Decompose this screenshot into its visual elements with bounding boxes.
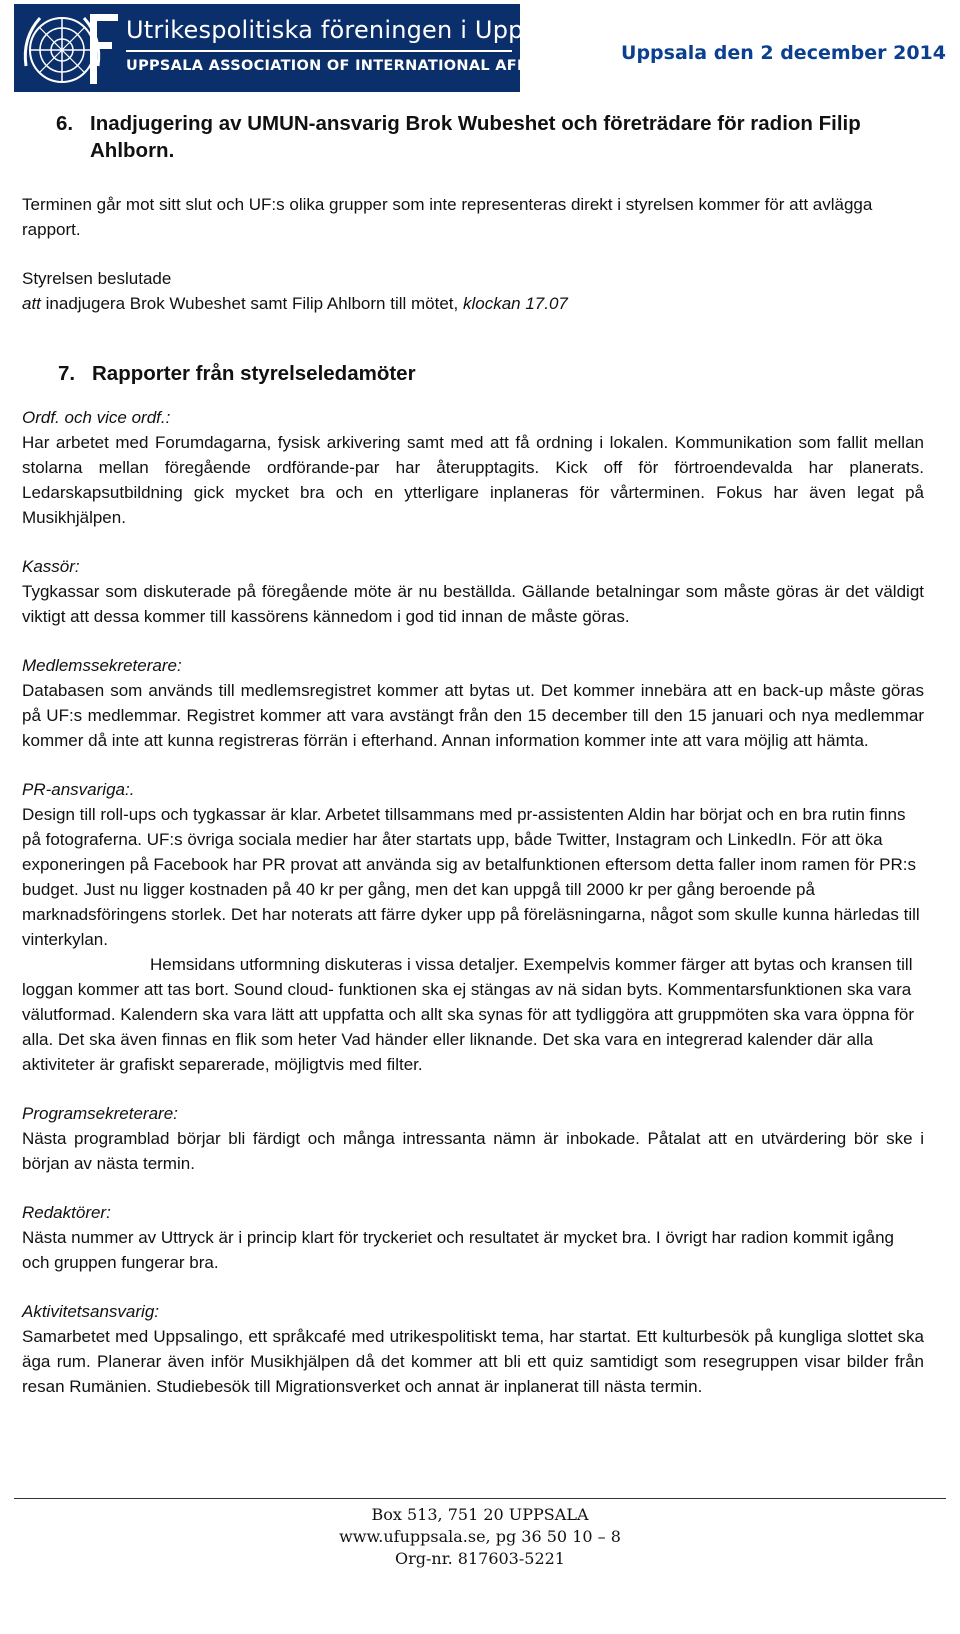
section-number: 7. — [58, 362, 76, 385]
section-title: Inadjugering av UMUN-ansvarig Brok Wubeshet och företrädare för radion Filip Ahlborn. — [90, 112, 861, 162]
section-title: Rapporter från styrelseledamöter — [92, 362, 416, 385]
decision-body: inadjugera Brok Wubeshet samt Filip Ahlborn till mötet, — [40, 294, 463, 313]
report-text-medlemssekreterare: Databasen som används till medlemsregistret kommer att bytas ut. Det kommer innebära att en back-up måste göras på UF:s medlemmar. Registret kommer att vara avstängt från den 15 december till den 15 januari och nya medlemmar kommer då inte att kunna registreras förrän i efterhand. Annan information kommer inte att vara möjlig att hämta. — [22, 681, 924, 750]
att-keyword: att — [22, 294, 41, 313]
report-label-aktivitetsansvarig: Aktivitetsansvarig: — [22, 1302, 159, 1321]
section-6-intro: Terminen går mot sitt slut och UF:s olika grupper som inte representeras direkt i styrelsen kommer för att avlägga rapport. — [22, 195, 873, 239]
section-6-heading — [56, 110, 924, 164]
decision-label: Styrelsen beslutade — [22, 269, 172, 288]
report-label-ordf: Ordf. och vice ordf.: — [22, 408, 171, 427]
section-number: 6. — [56, 112, 74, 135]
section-7-heading — [58, 360, 924, 387]
report-text-pr: Design till roll-ups och tygkassar är klar. Arbetet tillsammans med pr-assistenten Aldin har börjat och en bra rutin finns på fotograferna. UF:s övriga sociala medier har åter startats upp, både Twitter, Instagram och LinkedIn. För att öka exponeringen på Facebook har PR provat att använda sig av betalfunktionen eftersom detta faller inom ramen för PR:s budget. Just nu ligger kostnaden på 40 kr per gång, men det kan uppgå till 2000 kr per gång beroende på marknadsföringens storlek. Det har noterats att färre dyker upp på föreläsningarna, något som skulle kunna härledas till vinterkylan. — [22, 805, 920, 949]
footer-address: Box 513, 751 20 UPPSALA — [371, 1505, 589, 1524]
report-label-kassor: Kassör: — [22, 557, 80, 576]
footer-divider — [14, 1498, 946, 1499]
letterhead — [14, 4, 946, 96]
report-text-redaktorer: Nästa nummer av Uttryck är i princip klart för tryckeriet och resultatet är mycket bra. I övrigt har radion kommit igång och gruppen fungerar bra. — [22, 1228, 895, 1272]
report-label-medlemssekreterare: Medlemssekreterare: — [22, 656, 182, 675]
organization-name: Utrikespolitiska föreningen i Uppsala — [126, 16, 573, 44]
report-label-pr: PR-ansvariga:. — [22, 780, 135, 799]
report-label-redaktorer: Redaktörer: — [22, 1203, 111, 1222]
report-text-programsekreterare: Nästa programblad börjar bli färdigt och många intressanta nämn är inbokade. Påtalat att en utvärdering bör ske i början av nästa termin. — [22, 1129, 924, 1173]
footer — [0, 1504, 960, 1570]
un-emblem-icon — [20, 8, 120, 88]
logo-divider — [126, 50, 512, 52]
report-text-pr-website: Hemsidans utformning diskuteras i vissa detaljer. Exempelvis kommer färger att bytas och kransen till loggan kommer att tas bort. Sound cloud- funktionen ska ej stängas av nä sidan byts. Kommentarsfunktionen ska vara välutformad. Kalendern ska vara lätt att uppfatta och allt ska synas för att tydliggöra att gruppmöten ska vara öppna för alla. Det ska även finnas en flik som heter Vad händer eller liknande. Det ska vara en integrerad kalender där alla aktiviteter är grafiskt separerade, möjligtvis med filter. — [22, 955, 915, 1074]
document-date: Uppsala den 2 december 2014 — [621, 42, 946, 64]
footer-org-number: Org-nr. 817603-5221 — [395, 1549, 565, 1568]
minutes-body — [22, 110, 924, 1399]
footer-web-link[interactable]: www.ufuppsala.se, pg 36 50 10 – 8 — [339, 1527, 621, 1546]
organization-logo — [14, 4, 573, 92]
report-label-programsekreterare: Programsekreterare: — [22, 1104, 178, 1123]
report-text-ordf: Har arbetet med Forumdagarna, fysisk arkivering samt med att få ordning i lokalen. Kommunikation som fallit mellan stolarna mellan föregående ordförande-par har återupptagits. Kick off för förtroendevalda har planerats. Ledarskapsutbildning gick mycket bra och en ytterligare inplaneras för vårterminen. Fokus har även legat på Musikhjälpen. — [22, 433, 924, 527]
report-text-aktivitetsansvarig: Samarbetet med Uppsalingo, ett språkcafé med utrikespolitiskt tema, har startat. Ett kulturbesök på kungliga slottet ska äga rum. Planerar även inför Musikhjälpen då det kommer att bli ett quiz samtidigt som resegruppen visar bilder från resan Rumänien. Studiebesök till Migrationsverket och annat är inplanerat till nästa termin. — [22, 1327, 924, 1396]
report-text-kassor: Tygkassar som diskuterade på föregående möte är nu beställda. Gällande betalningar som måste göras är det väldigt viktigt att dessa kommer till kassörens kännedom i god tid innan de måste göras. — [22, 582, 924, 626]
organization-name-english: UPPSALA ASSOCIATION OF INTERNATIONAL AFFAIRS — [126, 58, 565, 74]
decision-text — [22, 291, 924, 316]
decision-time: klockan 17.07 — [462, 294, 568, 313]
